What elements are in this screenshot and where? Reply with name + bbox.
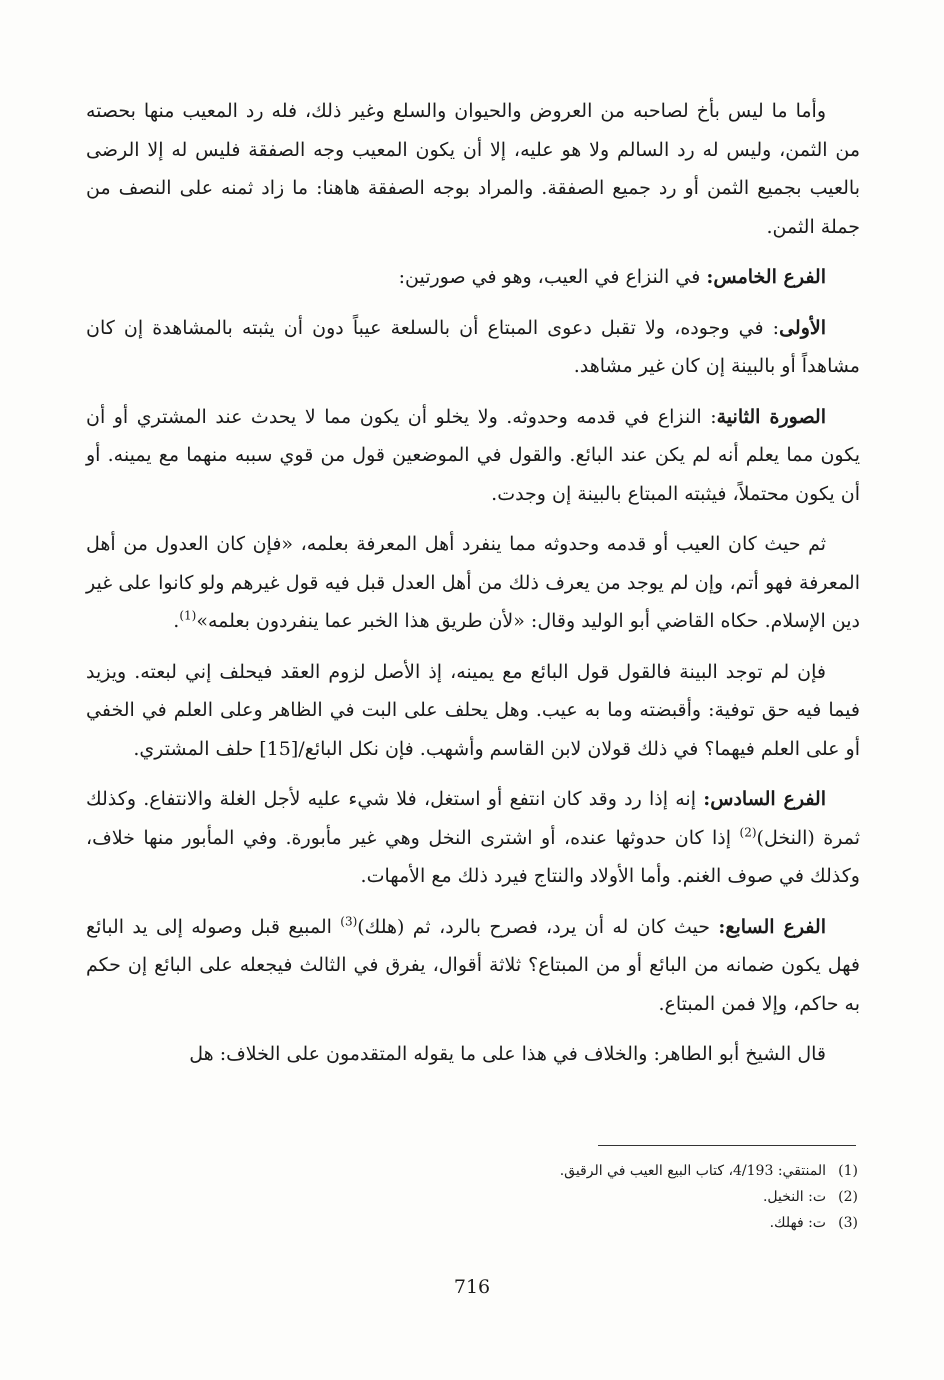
- footnote-ref: (2): [739, 825, 757, 840]
- footnote-ref: (3): [340, 914, 358, 929]
- paragraph-8: [86, 908, 860, 1024]
- paragraph-text: قال الشيخ أبو الطاهر: والخلاف في هذا على ما يقوله المتقدمون على الخلاف: هل: [189, 1043, 826, 1065]
- footnote-text: المنتقي: 4/193، كتاب البيع العيب في الرقيق.: [559, 1163, 826, 1179]
- section-heading: الفرع السادس:: [703, 788, 827, 810]
- paragraph-tail: المبيع قبل وصوله إلى يد البائع فهل يكون ضمانه من البائع أو من المبتاع؟ ثلاثة أقوال، يفرق في الثالث فيجعله على البائع إن حكم به حاكم، وإلا فمن المبتاع.: [86, 915, 860, 1015]
- paragraph-3: [86, 309, 860, 386]
- section-heading: الفرع السابع:: [718, 915, 826, 938]
- section-heading: الصورة الثانية: [716, 405, 826, 428]
- paragraph-5: [86, 525, 860, 641]
- main-text: [86, 92, 860, 1086]
- footnote-ref: (1): [179, 608, 197, 623]
- paragraph-text: : في وجوده، ولا تقبل دعوى المبتاع أن بالسلعة عيباً دون أن يثبته بالمشاهدة إن كان مشاهداً أو بالبينة إن كان غير مشاهد.: [86, 316, 860, 377]
- footnote-number: (3): [838, 1215, 858, 1231]
- footnote-2: [258, 1184, 858, 1210]
- paragraph-text: وأما ما ليس بأخ لصاحبه من العروض والحيوان والسلع وغير ذلك، فله رد المعيب منها بحصته من الثمن، وليس له رد السالم ولا هو عليه، إلا أن يكون المعيب وجه الصفقة فليس له إلا الرضى بالعيب بجميع الثمن أو رد جميع الصفقة. والمراد بوجه الصفقة هاهنا: ما زاد ثمنه على النصف من جملة الثمن.: [86, 100, 860, 238]
- footnote-divider: [598, 1145, 856, 1146]
- section-heading: الفرع الخامس:: [706, 266, 826, 288]
- paragraph-tail: إذا كان حدوثها عنده، أو اشترى النخل وهي غير مأبورة. وفي المأبور منها خلاف، وكذلك في صوف الغنم. وأما الأولاد والنتاج فيرد ذلك مع الأمهات.: [86, 826, 860, 887]
- footnote-number: (2): [838, 1189, 858, 1205]
- paragraph-text: حيث كان له أن يرد، فصرح بالرد، ثم (هلك): [357, 915, 719, 938]
- footnote-3: [258, 1210, 858, 1236]
- footnote-text: ت: فهلك.: [769, 1215, 826, 1231]
- footnote-number: (1): [838, 1163, 858, 1179]
- paragraph-text: : النزاع في قدمه وحدوثه. ولا يخلو أن يكون مما لا يحدث عند المشتري أو أن يكون مما يعلم أنه لم يكن عند البائع. والقول في الموضعين قول من قوي سببه منهما مع يمينه. أو أن يكون محتملاً، فيثبته المبتاع بالبينة إن وجدت.: [86, 405, 860, 505]
- footnote-text: ت: النخيل.: [762, 1189, 826, 1205]
- paragraph-6: [86, 653, 860, 769]
- paragraph-1: [86, 92, 860, 246]
- footnote-1: [258, 1158, 858, 1184]
- paragraph-7: [86, 780, 860, 896]
- paragraph-text: ثم حيث كان العيب أو قدمه وحدوثه مما ينفرد أهل المعرفة بعلمه، «فإن كان العدول من أهل المعرفة فهو أتم، وإن لم يوجد من يعرف ذلك من أهل العدل قبل فيه قول غيرهم ولو كانوا على غير دين الإسلام. حكاه القاضي أبو الوليد وقال: «لأن طريق هذا الخبر عما ينفردون بعلمه»: [86, 533, 860, 632]
- footnotes: [258, 1158, 858, 1236]
- paragraph-tail: .: [173, 610, 180, 632]
- section-heading: الأولى: [779, 316, 826, 339]
- paragraph-2: [86, 258, 860, 297]
- paragraph-text: إنه إذا رد وقد كان انتفع أو استغل، فلا شيء عليه لأجل الغلة والانتفاع. وكذلك ثمرة (النخل): [86, 788, 861, 849]
- paragraph-9: [86, 1035, 860, 1074]
- page-number: 716: [453, 1276, 491, 1298]
- paragraph-4: [86, 398, 860, 514]
- paragraph-text: في النزاع في العيب، وهو في صورتين:: [398, 266, 707, 288]
- paragraph-text: فإن لم توجد البينة فالقول قول البائع مع يمينه، إذ الأصل لزوم العقد فيحلف إني لبعته. ويزيد فيما فيه حق توفية: وأقبضته وما به عيب. وهل يحلف على البت في الظاهر وعلى العلم في الخفي أو على العلم فيهما؟ في ذلك قولان لابن القاسم وأشهب. فإن نكل البائع/[15] حلف المشتري.: [86, 660, 860, 760]
